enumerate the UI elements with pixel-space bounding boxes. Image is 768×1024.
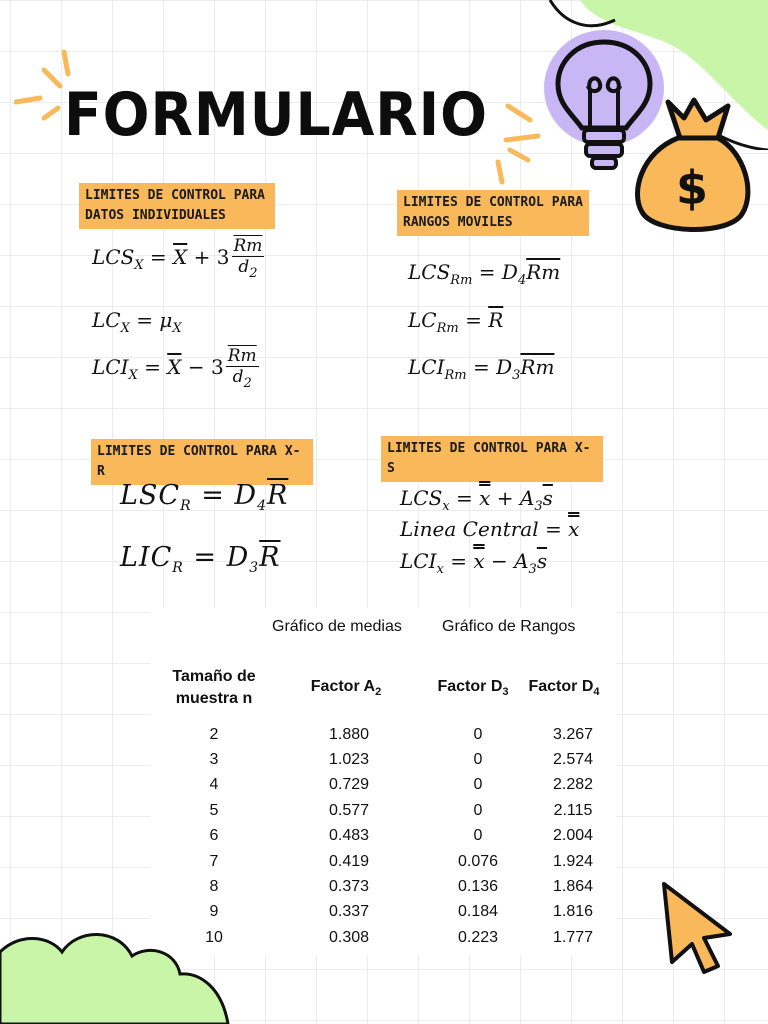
cell-a2: 1.880: [328, 725, 370, 743]
formula-lci-x: $LCI_X = \overline{X} - 3$ $\frac{\overline{Rm}}{d_2}$: [92, 346, 257, 391]
formula-lc-x: $LC_X = \mu_X$: [92, 308, 182, 336]
section-tag-xs: LIMITES DE CONTROL PARA X-S: [381, 436, 603, 482]
section-tag-xr: LIMITES DE CONTROL PARA X-R: [91, 439, 313, 485]
col-header-a2: Factor $A_2$: [310, 678, 382, 698]
cell-d3: 0: [473, 801, 483, 819]
cell-n: 8: [209, 878, 219, 896]
sparkle-icon-bulb: [488, 98, 554, 186]
cell-n: 3: [209, 751, 219, 769]
section-tag-moving-range: [397, 190, 589, 236]
table-row: [155, 722, 615, 747]
cell-n: 9: [209, 903, 219, 921]
cell-a2: 0.729: [328, 776, 370, 794]
cell-a2: 0.373: [328, 878, 370, 896]
tag-line: RANGOS MOVILES: [403, 215, 513, 230]
cell-a2: 0.419: [328, 852, 370, 870]
table-row: [155, 874, 615, 899]
formula-lcs-xs: $LCS_x = x + A_3\overline{s}$: [400, 486, 553, 514]
table-row: [155, 824, 615, 849]
cursor-arrow-icon: [654, 878, 740, 978]
cell-n: 5: [209, 801, 219, 819]
cell-d3: 0: [473, 776, 483, 794]
cell-d3: 0.136: [457, 878, 499, 896]
cell-d4: 2.004: [552, 827, 594, 845]
formula-lcs-rm: $LCS_{Rm} = D_4\overline{Rm}$: [408, 260, 561, 288]
tag-line: DATOS INDIVIDUALES: [85, 208, 226, 223]
formula-lci-xs: $LCI_x = x - A_3\overline{s}$: [400, 549, 548, 577]
cell-a2: 1.023: [328, 751, 370, 769]
cell-d3: 0.184: [457, 903, 499, 921]
page-title: FORMULARIO: [64, 80, 488, 150]
table-row: [155, 773, 615, 798]
caption-means: Gráfico de medias: [272, 618, 402, 635]
cell-d4: 2.115: [553, 801, 593, 819]
cell-d3: 0: [473, 827, 483, 845]
cell-d4: 1.864: [552, 878, 594, 896]
cell-n: 2: [209, 725, 219, 743]
cell-d3: 0: [473, 751, 483, 769]
cell-n: 4: [209, 776, 219, 794]
cell-d4: 2.574: [552, 751, 594, 769]
formula-lc-rm: $LC_{Rm} = \overline{R}$: [408, 308, 504, 336]
formula-lsc-r: $LSC_R = D_4\overline{R}$: [120, 480, 289, 514]
cell-d4: 3.267: [552, 725, 594, 743]
section-tag-individual: [79, 183, 275, 229]
col-header-d4: Factor $D_4$: [528, 678, 600, 698]
cell-d4: 1.816: [552, 903, 594, 921]
cloud-icon: [0, 922, 240, 1024]
caption-ranges: Gráfico de Rangos: [442, 618, 576, 635]
table-row: [155, 798, 615, 823]
formula-lci-rm: $LCI_{Rm} = D_3\overline{Rm}$: [408, 355, 555, 383]
cell-a2: 0.577: [328, 801, 370, 819]
formula-central-line: Linea Central = x: [400, 517, 580, 541]
cell-d3: 0.076: [457, 852, 499, 870]
table-row: [155, 849, 615, 874]
cell-n: 10: [205, 928, 223, 946]
money-bag-icon: [628, 92, 758, 242]
cell-a2: 0.337: [328, 903, 370, 921]
cell-d4: 1.924: [552, 852, 594, 870]
tag-line: LIMITES DE CONTROL PARA: [85, 188, 266, 203]
formula-lcs-x: $LCS_X = \overline{X} + 3$ $\frac{\overline{Rm}}{d_2}$: [92, 236, 263, 281]
cell-n: 7: [209, 852, 219, 870]
table-row: [155, 747, 615, 772]
factors-table: [155, 722, 615, 951]
cell-n: 6: [209, 827, 219, 845]
tag-line: LIMITES DE CONTROL PARA: [403, 195, 584, 210]
cell-d4: 2.282: [552, 776, 594, 794]
cell-d3: 0.223: [457, 928, 499, 946]
cell-a2: 0.483: [328, 827, 370, 845]
cell-d3: 0: [473, 725, 483, 743]
cell-d4: 1.777: [552, 928, 594, 946]
formula-lic-r: $LIC_R = D_3\overline{R}$: [120, 542, 281, 576]
svg-text:$: $: [675, 161, 709, 215]
col-header-d3: Factor $D_3$: [437, 678, 509, 698]
cell-a2: 0.308: [328, 928, 370, 946]
col-header-n: Tamaño de muestra n: [172, 668, 256, 707]
